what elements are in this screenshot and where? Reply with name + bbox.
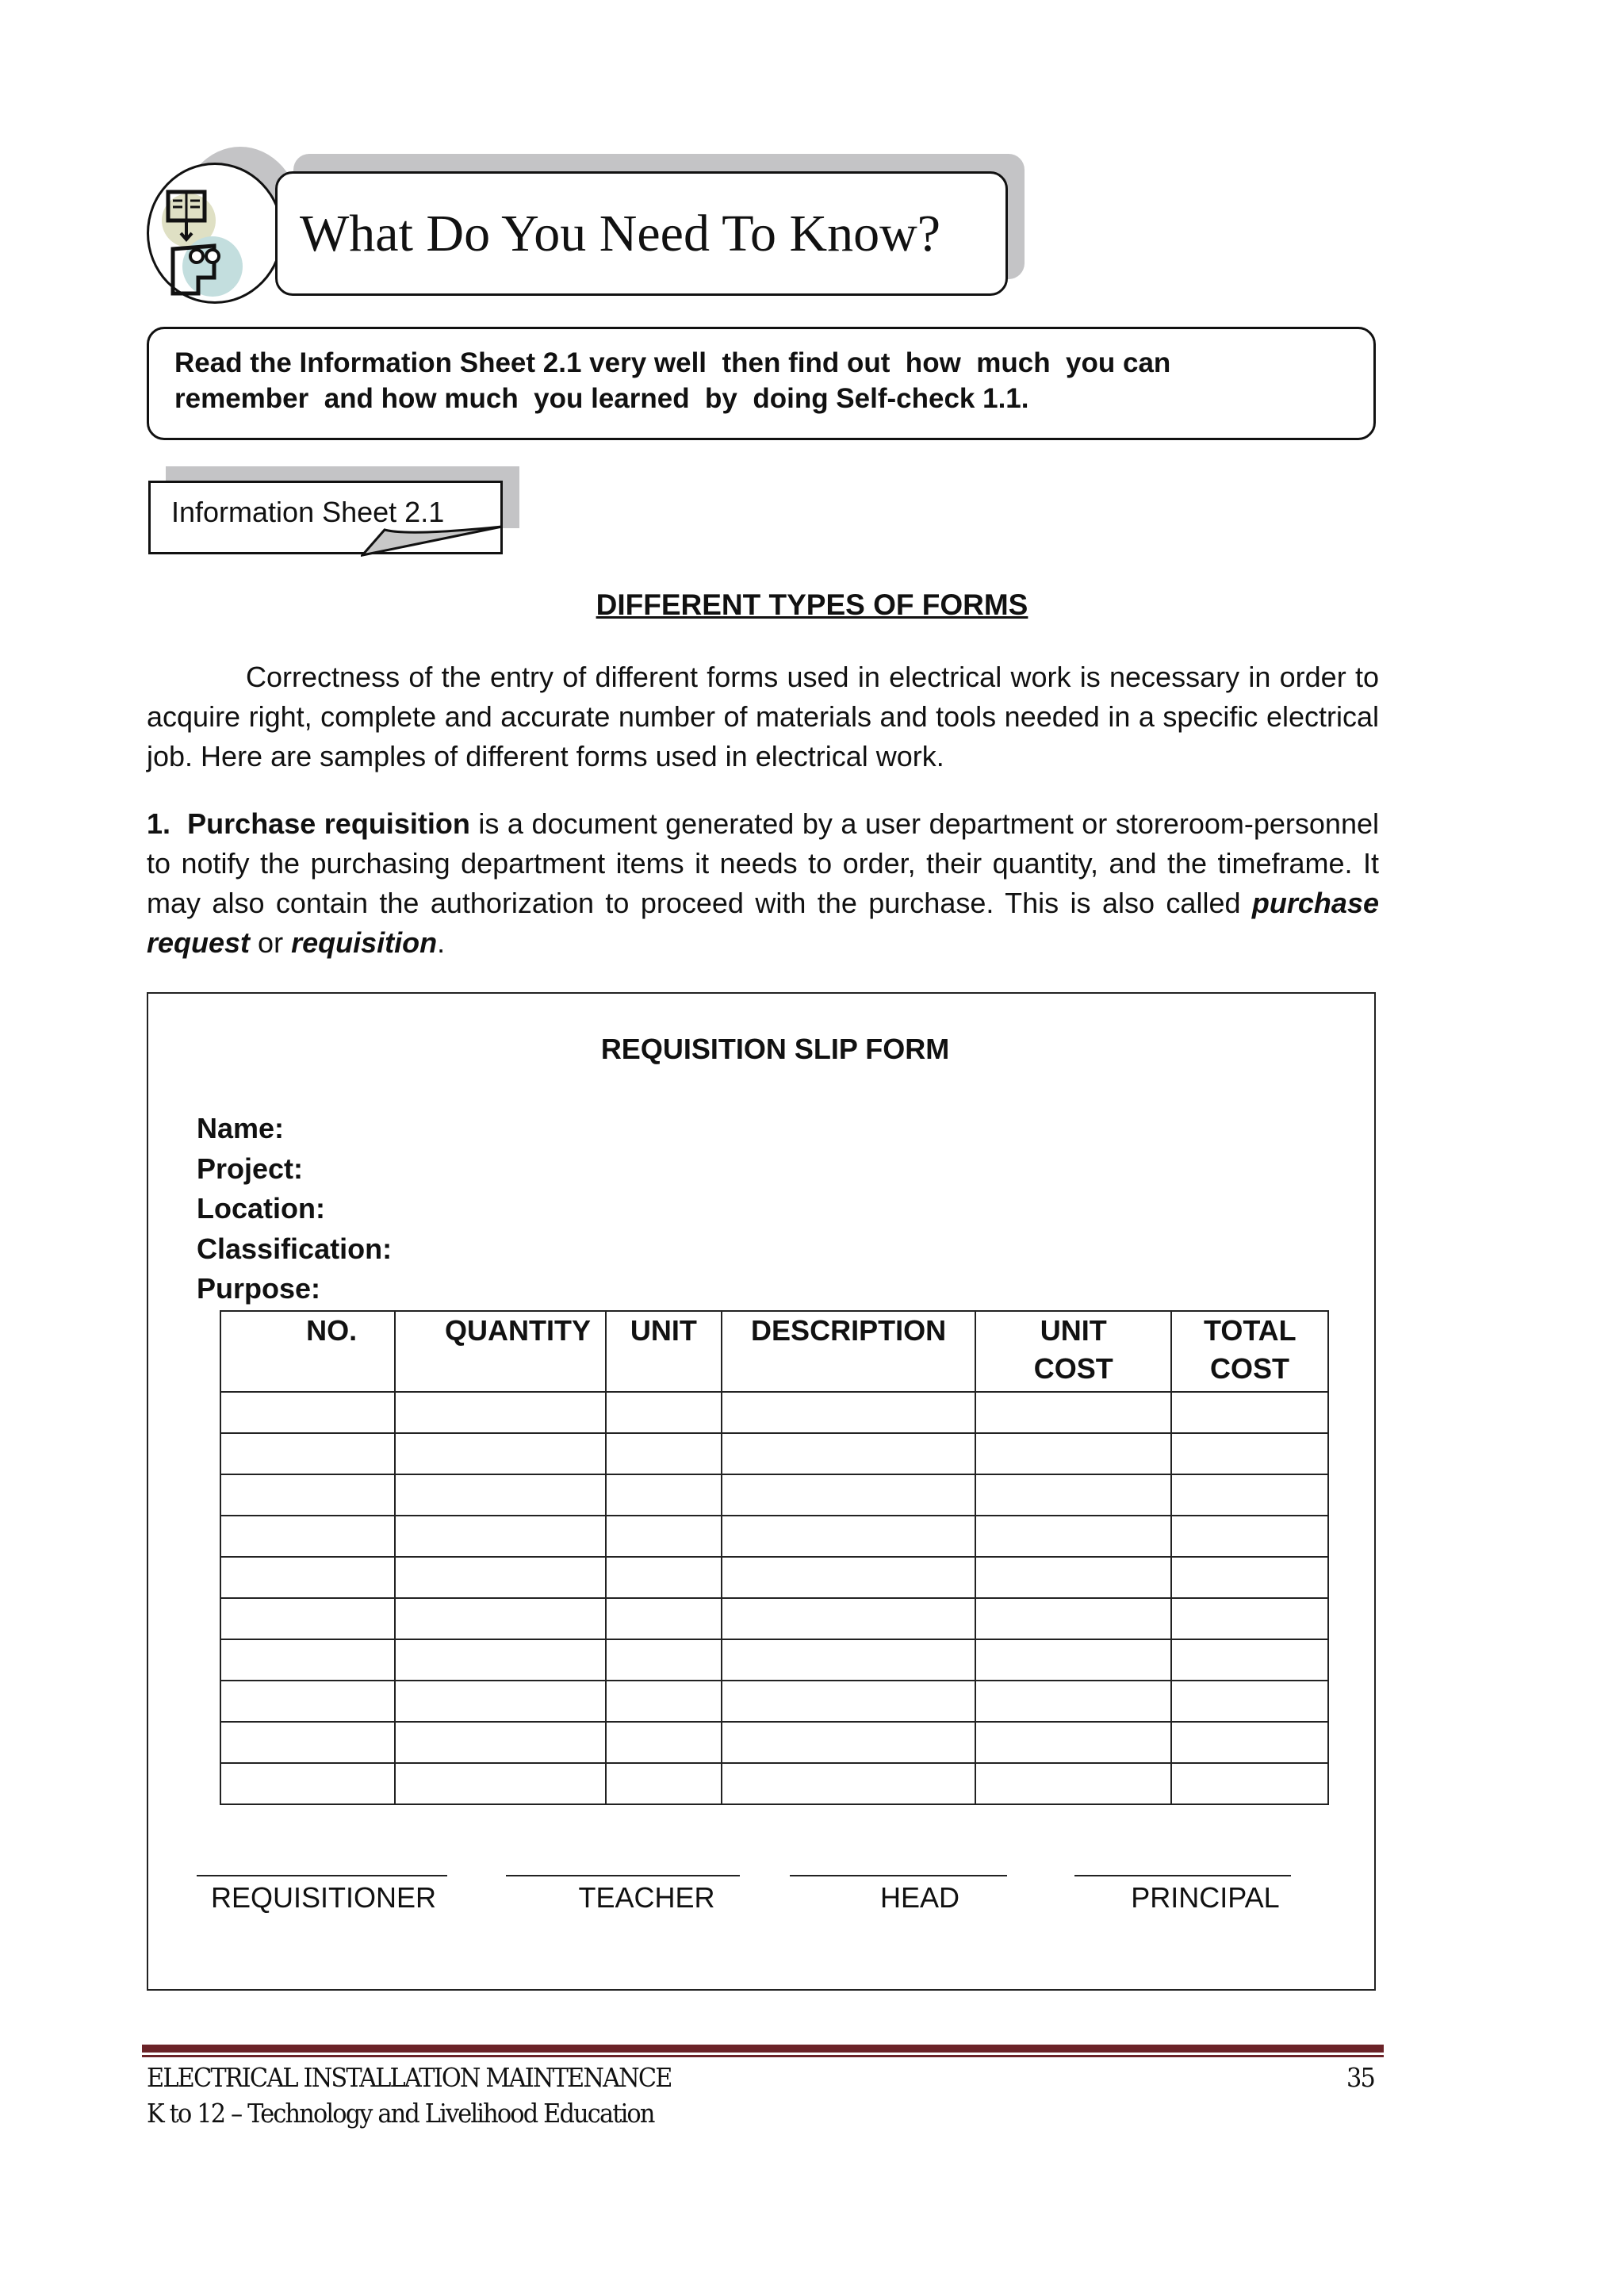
table-cell[interactable] <box>606 1392 722 1433</box>
table-cell[interactable] <box>1171 1433 1328 1474</box>
instruction-line-1: Read the Information Sheet 2.1 very well then find out how much you can <box>174 347 1171 378</box>
table-cell[interactable] <box>606 1516 722 1557</box>
table-cell[interactable] <box>722 1763 976 1804</box>
table-cell[interactable] <box>220 1763 395 1804</box>
table-cell[interactable] <box>220 1639 395 1681</box>
instruction-box <box>147 327 1376 440</box>
section-heading: DIFFERENT TYPES OF FORMS <box>596 588 1028 621</box>
field-name: Name: <box>197 1112 285 1144</box>
table-cell[interactable] <box>975 1639 1171 1681</box>
table-row <box>220 1722 1328 1763</box>
table-cell[interactable] <box>395 1763 606 1804</box>
table-cell[interactable] <box>395 1516 606 1557</box>
table-row <box>220 1516 1328 1557</box>
period: . <box>437 926 446 959</box>
signature-line-requisitioner <box>197 1875 447 1876</box>
table-cell[interactable] <box>395 1681 606 1722</box>
table-cell[interactable] <box>1171 1598 1328 1639</box>
table-cell[interactable] <box>395 1598 606 1639</box>
page-curl-icon <box>361 525 505 557</box>
table-row <box>220 1433 1328 1474</box>
footer-bar-thin <box>142 2055 1384 2057</box>
table-cell[interactable] <box>722 1392 976 1433</box>
table-cell[interactable] <box>606 1474 722 1516</box>
table-cell[interactable] <box>220 1392 395 1433</box>
table-cell[interactable] <box>395 1557 606 1598</box>
table-cell[interactable] <box>975 1598 1171 1639</box>
table-cell[interactable] <box>220 1516 395 1557</box>
table-cell[interactable] <box>975 1474 1171 1516</box>
table-cell[interactable] <box>1171 1557 1328 1598</box>
alt-term-1: purchase request <box>147 887 1379 959</box>
signature-line-principal <box>1074 1875 1291 1876</box>
requisition-table <box>220 1310 1329 1805</box>
table-row <box>220 1557 1328 1598</box>
footer-course-title: ELECTRICAL INSTALLATION MAINTENANCE <box>147 2062 672 2093</box>
or-text: or <box>250 926 292 959</box>
field-purpose: Purpose: <box>197 1272 321 1305</box>
table-cell[interactable] <box>1171 1639 1328 1681</box>
table-cell[interactable] <box>606 1557 722 1598</box>
item-term: Purchase requisition <box>187 807 470 840</box>
table-cell[interactable] <box>1171 1392 1328 1433</box>
signature-label-requisitioner: REQUISITIONER <box>210 1881 437 1914</box>
table-row <box>220 1474 1328 1516</box>
col-unit-cost: UNIT COST <box>975 1311 1171 1392</box>
table-cell[interactable] <box>606 1681 722 1722</box>
table-cell[interactable] <box>395 1639 606 1681</box>
signature-line-teacher <box>506 1875 740 1876</box>
book-to-learner-icon <box>147 163 283 304</box>
table-cell[interactable] <box>395 1433 606 1474</box>
item-number: 1. <box>147 807 171 840</box>
table-cell[interactable] <box>1171 1763 1328 1804</box>
table-cell[interactable] <box>1171 1516 1328 1557</box>
table-cell[interactable] <box>395 1392 606 1433</box>
table-cell[interactable] <box>220 1722 395 1763</box>
col-description: DESCRIPTION <box>722 1311 976 1392</box>
table-cell[interactable] <box>722 1681 976 1722</box>
signature-label-head: HEAD <box>879 1881 960 1914</box>
table-row <box>220 1681 1328 1722</box>
field-location: Location: <box>197 1192 325 1225</box>
col-no: NO. <box>220 1311 395 1392</box>
table-cell[interactable] <box>395 1474 606 1516</box>
table-cell[interactable] <box>722 1516 976 1557</box>
item-text: is a document generated by a user department or storeroom-personnel to notify the purchasing department items it needs to order, their quantity, and the timeframe. It may also contain the authorization to proceed with the purchase. This is also called <box>147 807 1379 919</box>
table-cell[interactable] <box>722 1557 976 1598</box>
col-total-cost: TOTAL COST <box>1171 1311 1328 1392</box>
table-cell[interactable] <box>395 1722 606 1763</box>
table-row <box>220 1598 1328 1639</box>
table-cell[interactable] <box>220 1474 395 1516</box>
table-cell[interactable] <box>722 1639 976 1681</box>
instruction-line-2: remember and how much you learned by doing Self-check 1.1. <box>174 383 1029 414</box>
purchase-requisition-paragraph <box>147 804 1379 963</box>
table-cell[interactable] <box>606 1598 722 1639</box>
table-cell[interactable] <box>1171 1474 1328 1516</box>
field-project: Project: <box>197 1152 304 1185</box>
col-quantity: QUANTITY <box>395 1311 606 1392</box>
table-cell[interactable] <box>722 1433 976 1474</box>
table-cell[interactable] <box>220 1557 395 1598</box>
table-row <box>220 1392 1328 1433</box>
signature-label-principal: PRINCIPAL <box>1131 1881 1280 1914</box>
page-number: 35 <box>1346 2062 1374 2093</box>
table-cell[interactable] <box>975 1433 1171 1474</box>
field-classification: Classification: <box>197 1232 393 1265</box>
table-cell[interactable] <box>220 1433 395 1474</box>
table-cell[interactable] <box>606 1763 722 1804</box>
signature-line-head <box>790 1875 1007 1876</box>
alt-term-2: requisition <box>291 926 438 959</box>
table-cell[interactable] <box>606 1722 722 1763</box>
intro-paragraph: Correctness of the entry of different forms used in electrical work is necessary in order to acquire right, complete and accurate number of materials and tools needed in a specific electrical job. Here are samples of different forms used in electrical work. <box>147 661 1379 772</box>
table-cell[interactable] <box>722 1598 976 1639</box>
form-title: REQUISITION SLIP FORM <box>600 1033 950 1065</box>
table-cell[interactable] <box>220 1598 395 1639</box>
table-cell[interactable] <box>220 1681 395 1722</box>
footer-bar <box>142 2045 1384 2053</box>
form-fields <box>197 1109 392 1309</box>
table-row <box>220 1639 1328 1681</box>
table-cell[interactable] <box>606 1433 722 1474</box>
table-cell[interactable] <box>975 1722 1171 1763</box>
table-cell[interactable] <box>722 1722 976 1763</box>
col-unit: UNIT <box>606 1311 722 1392</box>
table-cell[interactable] <box>606 1639 722 1681</box>
table-cell[interactable] <box>1171 1722 1328 1763</box>
table-cell[interactable] <box>975 1557 1171 1598</box>
table-cell[interactable] <box>975 1516 1171 1557</box>
table-cell[interactable] <box>722 1474 976 1516</box>
tab-label: Information Sheet 2.1 <box>171 496 445 528</box>
table-cell[interactable] <box>975 1681 1171 1722</box>
table-cell[interactable] <box>975 1763 1171 1804</box>
table-row <box>220 1763 1328 1804</box>
page-title: What Do You Need To Know? <box>275 171 1008 296</box>
signature-label-teacher: TEACHER <box>578 1881 715 1914</box>
table-cell[interactable] <box>975 1392 1171 1433</box>
footer-program: K to 12 – Technology and Livelihood Education <box>147 2098 654 2129</box>
table-cell[interactable] <box>1171 1681 1328 1722</box>
